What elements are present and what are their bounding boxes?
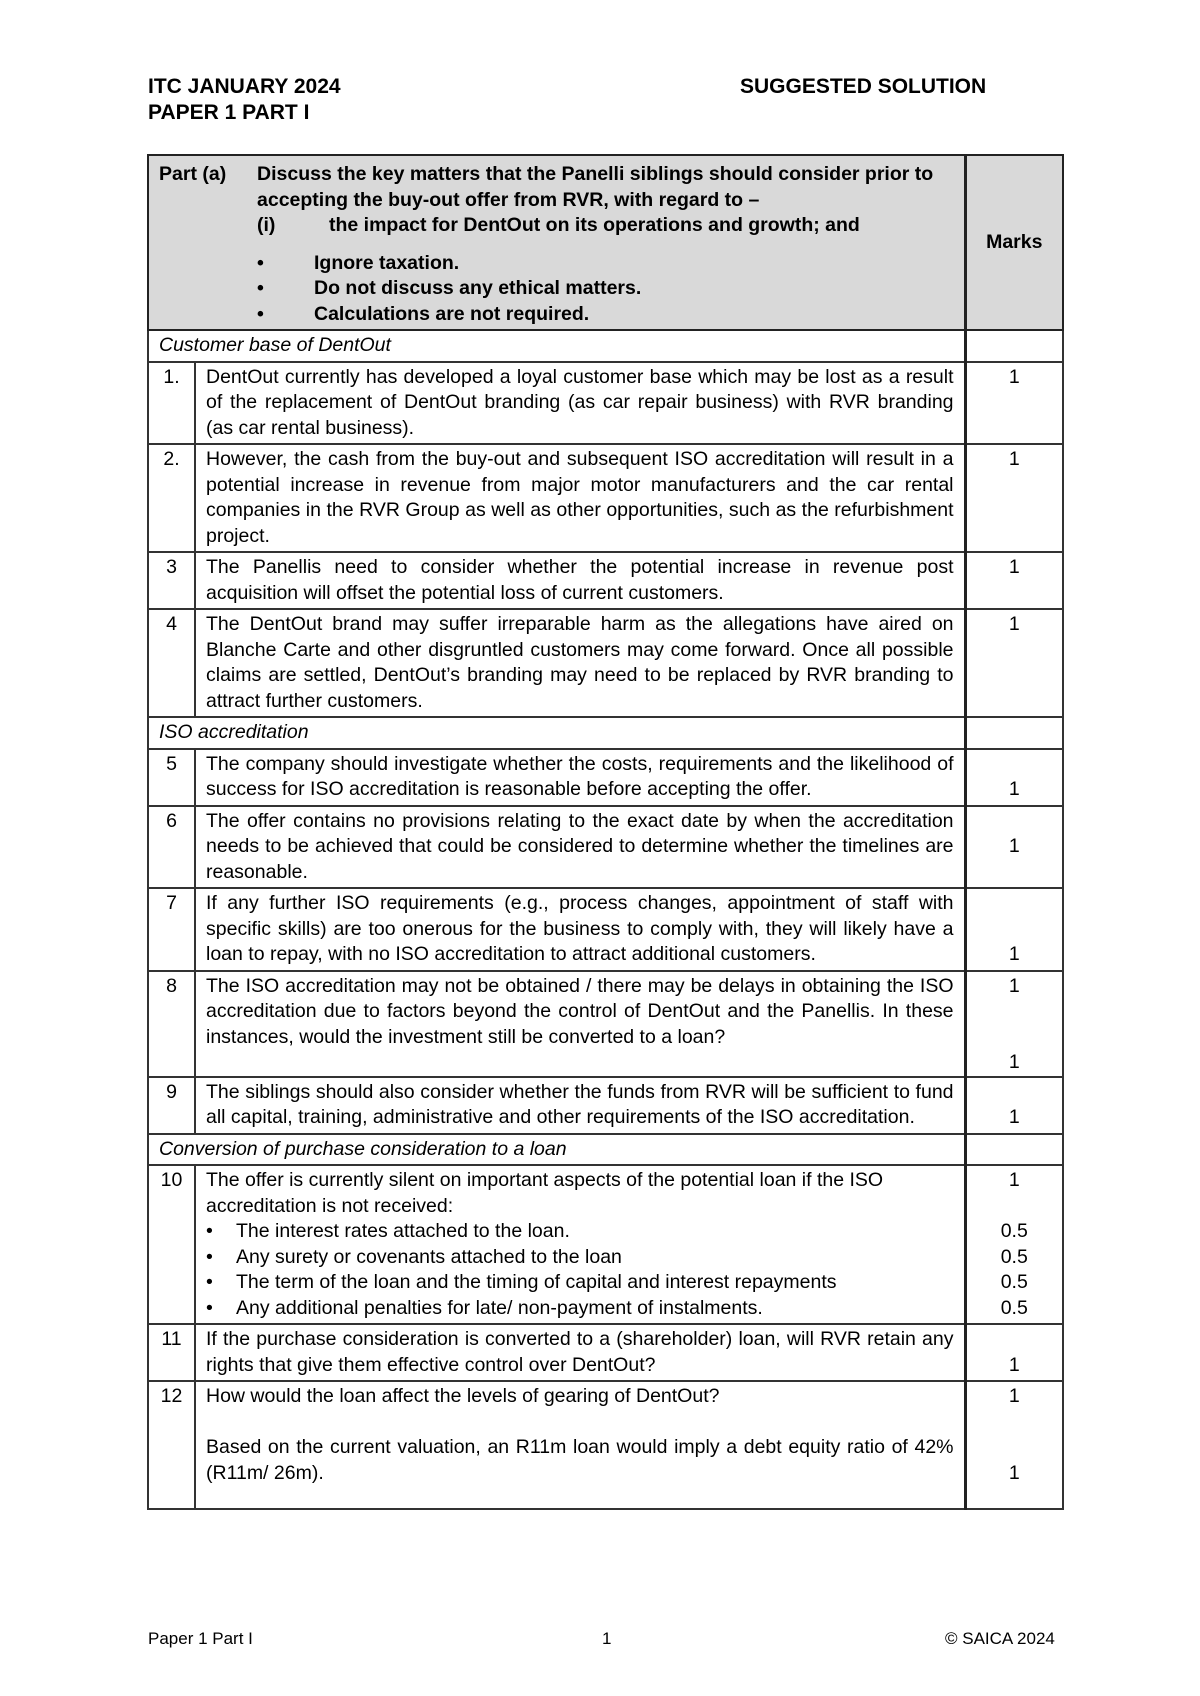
row-number: 12 [148,1381,195,1509]
section-title: Customer base of DentOut [148,330,965,362]
table-row [148,1077,1063,1134]
row-number: 10 [148,1165,195,1324]
section-title: ISO accreditation [148,717,965,749]
question-part: Part (a) [159,163,227,185]
row-number: 6 [148,806,195,889]
instruction-item: • Ignore taxation. [257,251,460,274]
instruction-item: • Calculations are not required. [257,302,590,325]
row-number: 4 [148,609,195,717]
row-text: DentOut currently has developed a loyal customer base which may be lost as a result of the replacement of DentOut branding (as car repair business) with RVR branding (as car rental business). [195,362,965,445]
row-number: 2. [148,444,195,552]
marks-column-header: Marks [965,155,1063,330]
question-cell [148,155,965,330]
row-mark: 1 [965,362,1063,445]
row-text: How would the loan affect the levels of gearing of DentOut? [206,1385,720,1407]
row-mark: 1 [1008,1353,1020,1376]
instruction-item: • Do not discuss any ethical matters. [257,277,642,299]
row-mark: 1 [1008,1051,1020,1073]
row-mark: 1 [1008,943,1020,965]
table-row [148,749,1063,806]
table-row [148,1324,1063,1381]
row-mark: 1 [1008,835,1020,857]
question-intro: Discuss the key matters that the Panelli siblings should consider prior to accepting the buy-out offer from RVR, with regard to – [257,163,934,211]
row-mark: 1 [1008,974,1020,997]
row-text: However, the cash from the buy-out and subsequent ISO accreditation will result in a potential increase in revenue from major motor manufacturers and the car rental companies in the RVR Group as well as other opportunities, such as the refurbishment project. [195,444,965,552]
section-row [148,717,1063,749]
row-mark: 1 [1008,1461,1020,1484]
row-mark: 0.5 [1000,1245,1028,1268]
table-row [148,552,1063,609]
loan-aspects-list [206,1219,954,1321]
instruction-list [257,251,958,328]
table-row [148,888,1063,971]
row-text: The offer contains no provisions relating to the exact date by when the accreditation needs to be achieved that could be considered to determine whether the timelines are reasonable. [195,806,965,889]
table-row [148,971,1063,1077]
row-number: 11 [148,1324,195,1381]
row-text: If any further ISO requirements (e.g., process changes, appointment of staff with specific skills) are too onerous for the business to comply with, they will likely have a loan to repay, with no ISO accreditation to attract additional customers. [195,888,965,971]
section-row [148,330,1063,362]
table-row [148,806,1063,889]
row-mark: 1 [1008,1385,1020,1407]
row-mark: 0.5 [1000,1220,1028,1242]
section-title: Conversion of purchase consideration to a loan [148,1134,965,1166]
question-header-row [148,155,1063,330]
list-item: • The term of the loan and the timing of capital and interest repayments [206,1271,837,1293]
row-number: 5 [148,749,195,806]
row-text: The offer is currently silent on important aspects of the potential loan if the ISO accreditation is not received: [206,1169,884,1217]
row-text: The DentOut brand may suffer irreparable harm as the allegations have aired on Blanche Carte and other disgruntled customers may come forward. Once all possible claims are settled, DentOut’s branding may need to be replaced by RVR branding to attract further customers. [195,609,965,717]
footer-paper: Paper 1 Part I [148,1629,253,1648]
row-number: 3 [148,552,195,609]
row-number: 7 [148,888,195,971]
row-mark: 0.5 [1000,1271,1028,1293]
page-number: 1 [602,1629,612,1648]
row-mark: 1 [965,444,1063,552]
question-sub-number: (i) [257,214,276,236]
solution-label: SUGGESTED SOLUTION [740,75,987,98]
list-item: • Any surety or covenants attached to the loan [206,1245,622,1268]
table-row [148,609,1063,717]
paper-title: PAPER 1 PART I [148,101,310,124]
row-number: 9 [148,1077,195,1134]
row-text: The company should investigate whether the costs, requirements and the likelihood of success for ISO accreditation is reasonable before accepting the offer. [195,749,965,806]
section-row [148,1134,1063,1166]
row-mark: 1 [965,552,1063,609]
marking-table [147,154,1064,1510]
exam-title: ITC JANUARY 2024 [148,75,341,98]
row-mark: 0.5 [1000,1296,1028,1319]
list-item: • The interest rates attached to the loan. [206,1220,570,1242]
row-mark: 1 [1008,1169,1020,1191]
row-mark: 1 [1008,778,1020,800]
list-item: • Any additional penalties for late/ non-payment of instalments. [206,1296,763,1319]
document-header-left [148,74,341,126]
table-row [148,444,1063,552]
row-number: 1. [148,362,195,445]
row-text: The Panellis need to consider whether the potential increase in revenue post acquisition will offset the potential loss of current customers. [195,552,965,609]
row-text: The ISO accreditation may not be obtained / there may be delays in obtaining the ISO accreditation due to factors beyond the control of DentOut and the Panellis. In these instances, would the investment still be converted to a loan? [195,971,965,1077]
row-text: Based on the current valuation, an R11m loan would imply a debt equity ratio of 42% (R11m/ 26m). [206,1436,954,1484]
copyright: © SAICA 2024 [945,1629,1055,1648]
row-number: 8 [148,971,195,1077]
row-mark: 1 [965,609,1063,717]
row-text: The siblings should also consider whether the funds from RVR will be sufficient to fund all capital, training, administrative and other requirements of the ISO accreditation. [195,1077,965,1134]
row-text: If the purchase consideration is converted to a (shareholder) loan, will RVR retain any rights that give them effective control over DentOut? [195,1324,965,1381]
question-sub-text: the impact for DentOut on its operations and growth; and [329,214,860,236]
table-row [148,1165,1063,1324]
row-mark: 1 [1008,1106,1020,1128]
table-row [148,1381,1063,1509]
table-row [148,362,1063,445]
